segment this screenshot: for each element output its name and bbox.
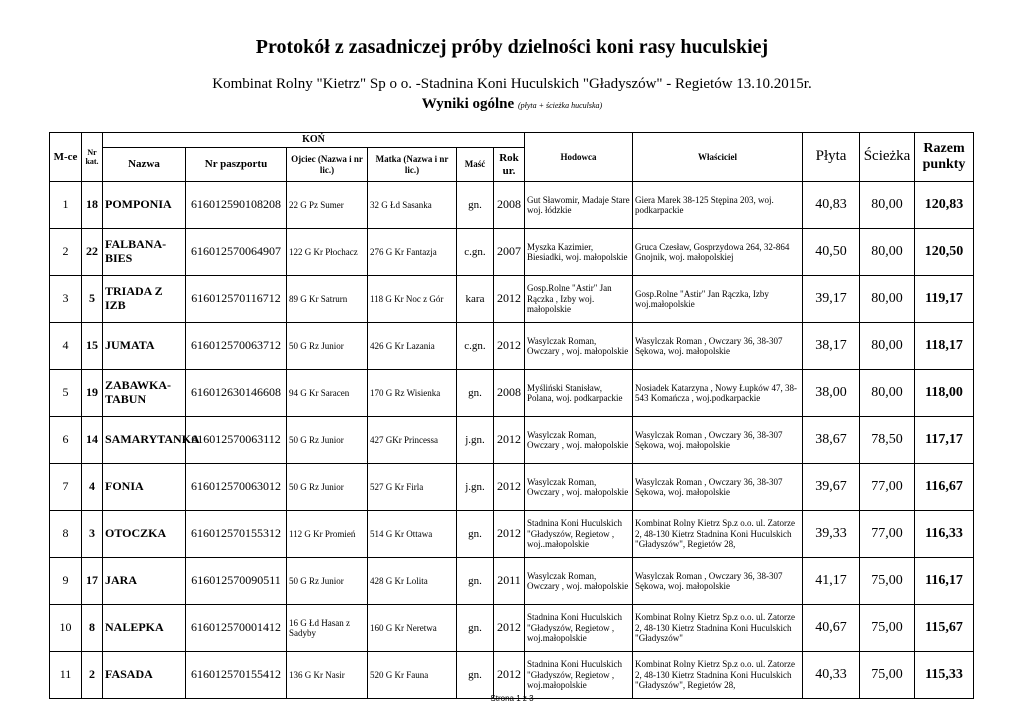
cell-wlasciciel: Gosp.Rolne "Astir" Jan Rączka, Izby woj.małopolskie	[633, 276, 803, 323]
cell-hodowca: Wasylczak Roman, Owczary , woj. małopolskie	[525, 464, 633, 511]
cell-nr-kat: 5	[82, 276, 103, 323]
cell-matka: 170 G Rz Wisienka	[368, 370, 457, 417]
document-subtitle: Kombinat Rolny "Kietrz" Sp o o. -Stadnina Koni Huculskich "Gładyszów" - Regietów 13.10.2015r.	[212, 76, 812, 92]
cell-sciezka: 77,00	[860, 464, 915, 511]
header-sciezka: Ścieżka	[860, 133, 915, 182]
cell-mce: 1	[50, 182, 82, 229]
cell-rok: 2012	[494, 605, 525, 652]
cell-sciezka: 80,00	[860, 323, 915, 370]
cell-plyta: 40,33	[803, 652, 860, 699]
table-row	[50, 464, 974, 511]
cell-rok: 2012	[494, 417, 525, 464]
cell-wlasciciel: Wasylczak Roman , Owczary 36, 38-307 Sękowa, woj. małopolskie	[633, 417, 803, 464]
cell-razem: 119,17	[915, 276, 974, 323]
cell-masc: c.gn.	[457, 229, 494, 276]
cell-masc: gn.	[457, 558, 494, 605]
table-row	[50, 229, 974, 276]
cell-sciezka: 80,00	[860, 229, 915, 276]
cell-ojciec: 50 G Rz Junior	[287, 558, 368, 605]
cell-hodowca: Gosp.Rolne "Astir" Jan Rączka , Izby woj. małopolskie	[525, 276, 633, 323]
cell-matka: 527 G Kr Firla	[368, 464, 457, 511]
cell-hodowca: Wasylczak Roman, Owczary , woj. małopolskie	[525, 558, 633, 605]
cell-nazwa: OTOCZKA	[103, 511, 186, 558]
cell-nr-kat: 2	[82, 652, 103, 699]
cell-plyta: 38,17	[803, 323, 860, 370]
cell-plyta: 40,83	[803, 182, 860, 229]
header-nr-kat: Nr kat.	[82, 133, 103, 182]
cell-matka: 160 G Kr Neretwa	[368, 605, 457, 652]
cell-wlasciciel: Kombinat Rolny Kietrz Sp.z o.o. ul. Zatorze 2, 48-130 Kietrz Stadnina Koni Huculskich "Gładyszów"	[633, 605, 803, 652]
cell-wlasciciel: Wasylczak Roman , Owczary 36, 38-307 Sękowa, woj. małopolskie	[633, 464, 803, 511]
cell-sciezka: 78,50	[860, 417, 915, 464]
cell-razem: 116,33	[915, 511, 974, 558]
cell-hodowca: Stadnina Koni Huculskich "Gładyszów, Regietow , woj..małopolskie	[525, 511, 633, 558]
cell-nazwa: SAMARYTANKA	[103, 417, 186, 464]
cell-plyta: 39,17	[803, 276, 860, 323]
cell-matka: 32 G Łd Sasanka	[368, 182, 457, 229]
header-mce: M-ce	[50, 133, 82, 182]
header-wlasciciel: Właściciel	[633, 133, 803, 182]
cell-nr-kat: 22	[82, 229, 103, 276]
cell-sciezka: 77,00	[860, 511, 915, 558]
cell-nazwa: FONIA	[103, 464, 186, 511]
cell-razem: 116,17	[915, 558, 974, 605]
results-note: (płyta + ścieżka huculska)	[517, 101, 603, 110]
cell-rok: 2012	[494, 276, 525, 323]
cell-matka: 118 G Kr Noc z Gór	[368, 276, 457, 323]
table-row	[50, 323, 974, 370]
cell-sciezka: 80,00	[860, 370, 915, 417]
cell-wlasciciel: Nosiadek Katarzyna , Nowy Łupków 47, 38-543 Komańcza , woj.podkarpackie	[633, 370, 803, 417]
cell-rok: 2008	[494, 370, 525, 417]
table-row	[50, 370, 974, 417]
cell-plyta: 40,67	[803, 605, 860, 652]
document-title: Protokół z zasadniczej próby dzielności koni rasy huculskiej	[255, 36, 769, 58]
cell-nazwa: POMPONIA	[103, 182, 186, 229]
cell-mce: 11	[50, 652, 82, 699]
cell-nr-paszportu: 616012570064907	[186, 229, 287, 276]
cell-masc: gn.	[457, 652, 494, 699]
cell-wlasciciel: Wasylczak Roman , Owczary 36, 38-307 Sękowa, woj. małopolskie	[633, 558, 803, 605]
cell-sciezka: 75,00	[860, 558, 915, 605]
cell-ojciec: 122 G Kr Płochacz	[287, 229, 368, 276]
cell-masc: j.gn.	[457, 464, 494, 511]
cell-nr-kat: 17	[82, 558, 103, 605]
cell-hodowca: Wasylczak Roman, Owczary , woj. małopolskie	[525, 323, 633, 370]
header-ojciec: Ojciec (Nazwa i nr lic.)	[287, 148, 368, 182]
cell-mce: 3	[50, 276, 82, 323]
cell-mce: 9	[50, 558, 82, 605]
cell-ojciec: 94 G Kr Saracen	[287, 370, 368, 417]
cell-masc: kara	[457, 276, 494, 323]
cell-wlasciciel: Wasylczak Roman , Owczary 36, 38-307 Sękowa, woj. małopolskie	[633, 323, 803, 370]
cell-rok: 2012	[494, 464, 525, 511]
cell-mce: 8	[50, 511, 82, 558]
cell-sciezka: 75,00	[860, 652, 915, 699]
cell-nazwa: TRIADA Z IZB	[103, 276, 186, 323]
cell-mce: 7	[50, 464, 82, 511]
cell-razem: 115,33	[915, 652, 974, 699]
cell-ojciec: 89 G Kr Satrurn	[287, 276, 368, 323]
cell-mce: 2	[50, 229, 82, 276]
cell-rok: 2007	[494, 229, 525, 276]
cell-mce: 5	[50, 370, 82, 417]
cell-matka: 276 G Kr Fantazja	[368, 229, 457, 276]
cell-nr-kat: 18	[82, 182, 103, 229]
cell-matka: 426 G Kr Lazania	[368, 323, 457, 370]
page-footer: Strona 1 z 3	[490, 694, 534, 703]
cell-rok: 2012	[494, 652, 525, 699]
cell-rok: 2012	[494, 511, 525, 558]
cell-plyta: 40,50	[803, 229, 860, 276]
cell-nr-paszportu: 616012570063112	[186, 417, 287, 464]
cell-masc: gn.	[457, 182, 494, 229]
header-row-1	[50, 133, 974, 148]
cell-nr-paszportu: 616012570090511	[186, 558, 287, 605]
cell-razem: 120,83	[915, 182, 974, 229]
cell-nr-kat: 15	[82, 323, 103, 370]
cell-ojciec: 136 G Kr Nasir	[287, 652, 368, 699]
header-kon: KOŃ	[103, 133, 525, 148]
cell-razem: 116,67	[915, 464, 974, 511]
cell-hodowca: Myszka Kazimier, Biesiadki, woj. małopolskie	[525, 229, 633, 276]
cell-matka: 428 G Kr Lolita	[368, 558, 457, 605]
cell-nr-kat: 14	[82, 417, 103, 464]
cell-hodowca: Gut Sławomir, Madaje Stare woj. łódzkie	[525, 182, 633, 229]
table-row	[50, 558, 974, 605]
cell-mce: 4	[50, 323, 82, 370]
cell-nr-paszportu: 616012570063012	[186, 464, 287, 511]
cell-nazwa: FASADA	[103, 652, 186, 699]
table-row	[50, 605, 974, 652]
cell-nr-paszportu: 616012570155412	[186, 652, 287, 699]
header-plyta: Płyta	[803, 133, 860, 182]
cell-razem: 120,50	[915, 229, 974, 276]
cell-sciezka: 75,00	[860, 605, 915, 652]
header-nr-paszportu: Nr paszportu	[186, 148, 287, 182]
cell-nr-kat: 3	[82, 511, 103, 558]
cell-nr-paszportu: 616012630146608	[186, 370, 287, 417]
cell-mce: 6	[50, 417, 82, 464]
cell-nazwa: ZABAWKA-TABUN	[103, 370, 186, 417]
cell-sciezka: 80,00	[860, 182, 915, 229]
cell-nazwa: JARA	[103, 558, 186, 605]
cell-ojciec: 50 G Rz Junior	[287, 323, 368, 370]
cell-nr-paszportu: 616012570155312	[186, 511, 287, 558]
header-razem: Razem punkty	[915, 133, 974, 182]
results-table	[49, 132, 974, 699]
cell-nr-kat: 4	[82, 464, 103, 511]
cell-masc: c.gn.	[457, 323, 494, 370]
cell-sciezka: 80,00	[860, 276, 915, 323]
cell-wlasciciel: Kombinat Rolny Kietrz Sp.z o.o. ul. Zatorze 2, 48-130 Kietrz Stadnina Koni Huculskich "Gładyszów", Regietów 28,	[633, 511, 803, 558]
table-row	[50, 417, 974, 464]
header-matka: Matka (Nazwa i nr lic.)	[368, 148, 457, 182]
cell-rok: 2011	[494, 558, 525, 605]
cell-hodowca: Stadnina Koni Huculskich "Gładyszów, Regietow , woj.małopolskie	[525, 605, 633, 652]
table-row	[50, 652, 974, 699]
cell-razem: 118,00	[915, 370, 974, 417]
cell-plyta: 39,33	[803, 511, 860, 558]
cell-matka: 427 GKr Princessa	[368, 417, 457, 464]
cell-nr-kat: 8	[82, 605, 103, 652]
cell-razem: 115,67	[915, 605, 974, 652]
cell-wlasciciel: Giera Marek 38-125 Stępina 203, woj. podkarpackie	[633, 182, 803, 229]
table-row	[50, 182, 974, 229]
header-rok: Rok ur.	[494, 148, 525, 182]
cell-ojciec: 16 G Łd Hasan z Sadyby	[287, 605, 368, 652]
cell-razem: 117,17	[915, 417, 974, 464]
cell-plyta: 39,67	[803, 464, 860, 511]
cell-ojciec: 50 G Rz Junior	[287, 464, 368, 511]
cell-hodowca: Wasylczak Roman, Owczary , woj. małopolskie	[525, 417, 633, 464]
cell-plyta: 38,00	[803, 370, 860, 417]
cell-hodowca: Myśliński Stanisław, Polana, woj. podkarpackie	[525, 370, 633, 417]
header-hodowca: Hodowca	[525, 133, 633, 182]
cell-wlasciciel: Kombinat Rolny Kietrz Sp.z o.o. ul. Zatorze 2, 48-130 Kietrz Stadnina Koni Huculskich "Gładyszów", Regietów 28,	[633, 652, 803, 699]
cell-plyta: 38,67	[803, 417, 860, 464]
cell-matka: 514 G Kr Ottawa	[368, 511, 457, 558]
cell-mce: 10	[50, 605, 82, 652]
cell-masc: gn.	[457, 605, 494, 652]
cell-nr-paszportu: 616012590108208	[186, 182, 287, 229]
cell-masc: gn.	[457, 511, 494, 558]
cell-hodowca: Stadnina Koni Huculskich "Gładyszów, Regietow , woj.małopolskie	[525, 652, 633, 699]
cell-nr-paszportu: 616012570001412	[186, 605, 287, 652]
cell-nr-paszportu: 616012570116712	[186, 276, 287, 323]
cell-rok: 2008	[494, 182, 525, 229]
cell-nazwa: JUMATA	[103, 323, 186, 370]
cell-ojciec: 112 G Kr Promień	[287, 511, 368, 558]
table-row	[50, 511, 974, 558]
cell-nr-paszportu: 616012570063712	[186, 323, 287, 370]
cell-plyta: 41,17	[803, 558, 860, 605]
cell-masc: gn.	[457, 370, 494, 417]
cell-razem: 118,17	[915, 323, 974, 370]
cell-rok: 2012	[494, 323, 525, 370]
results-title: Wyniki ogólne	[421, 96, 515, 112]
cell-wlasciciel: Gruca Czesław, Gosprzydowa 264, 32-864 Gnojnik, woj. małopolskiej	[633, 229, 803, 276]
cell-nazwa: FALBANA-BIES	[103, 229, 186, 276]
cell-masc: j.gn.	[457, 417, 494, 464]
cell-matka: 520 G Kr Fauna	[368, 652, 457, 699]
header-masc: Maść	[457, 148, 494, 182]
table-body	[50, 182, 974, 699]
cell-nr-kat: 19	[82, 370, 103, 417]
header-nazwa: Nazwa	[103, 148, 186, 182]
results-heading	[0, 96, 1024, 113]
table-row	[50, 276, 974, 323]
cell-ojciec: 22 G Pz Sumer	[287, 182, 368, 229]
cell-nazwa: NALEPKA	[103, 605, 186, 652]
cell-ojciec: 50 G Rz Junior	[287, 417, 368, 464]
